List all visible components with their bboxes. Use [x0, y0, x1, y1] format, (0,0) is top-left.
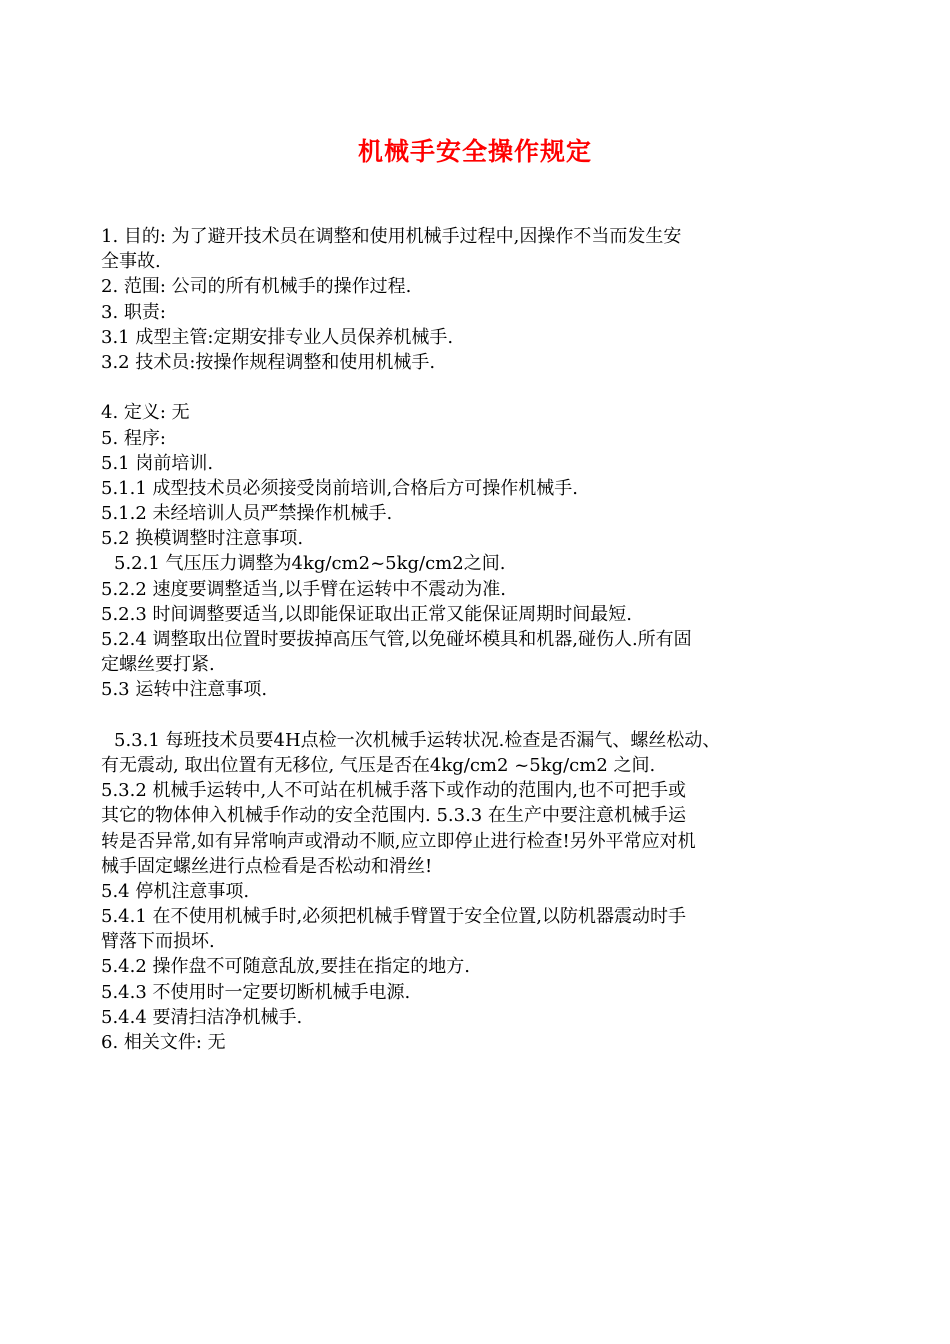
text-line-3-2: 3.2 技术员:按操作规程调整和使用机械手. [101, 351, 436, 373]
text-line-5-4-4: 5.4.4 要清扫洁净机械手. [101, 1006, 303, 1028]
text-line-5-3-3-end: 械手固定螺丝进行点检看是否松动和滑丝! [101, 855, 433, 877]
text-line-purpose-cont: 全事故. [101, 251, 161, 273]
document-body [101, 224, 853, 1055]
text-line-5-2: 5.2 换模调整时注意事项. [101, 528, 304, 550]
text-line-3-1: 3.1 成型主管:定期安排专业人员保养机械手. [101, 326, 454, 348]
text-line-5-3: 5.3 运转中注意事项. [101, 679, 268, 701]
text-line-5-3-2: 5.3.2 机械手运转中,人不可站在机械手落下或作动的范围内,也不可把手或 [101, 780, 686, 802]
text-line-5-3-1: 5.3.1 每班技术员要4H点检一次机械手运转状况.检查是否漏气、螺丝松动、 [114, 729, 721, 751]
blank-line [101, 703, 853, 728]
text-line-5-4-1: 5.4.1 在不使用机械手时,必须把机械手臂置于安全位置,以防机器震动时手 [101, 906, 686, 928]
text-line-purpose: 1. 目的: 为了避开技术员在调整和使用机械手过程中,因操作不当而发生安 [101, 226, 682, 247]
text-line-5-1-1: 5.1.1 成型技术员必须接受岗前培训,合格后方可操作机械手. [101, 477, 578, 499]
text-line-5-2-2: 5.2.2 速度要调整适当,以手臂在运转中不震动为准. [101, 578, 506, 600]
text-line-related-docs: 6. 相关文件: 无 [101, 1032, 226, 1053]
text-line-5-2-4: 5.2.4 调整取出位置时要拔掉高压气管,以免碰坏模具和机器,碰伤人.所有固 [101, 629, 692, 650]
text-line-5-4-2: 5.4.2 操作盘不可随意乱放,要挂在指定的地方. [101, 956, 470, 978]
text-line-responsibility: 3. 职责: [101, 301, 166, 323]
text-line-5-2-3: 5.2.3 时间调整要适当,以即能保证取出正常又能保证周期时间最短. [101, 603, 632, 625]
document-title: 机械手安全操作规定 [357, 137, 592, 166]
text-line-5-1: 5.1 岗前培训. [101, 452, 214, 474]
text-line-5-4: 5.4 停机注意事项. [101, 880, 250, 902]
text-line-5-3-1-cont: 有无震动, 取出位置有无移位, 气压是否在4kg/cm2 ~5kg/cm2 之间. [101, 754, 656, 776]
text-line-5-3-3-cont: 转是否异常,如有异常响声或滑动不顺,应立即停止进行检查!另外平常应对机 [101, 830, 696, 852]
text-line-5-3-2-cont: 其它的物体伸入机械手作动的安全范围内. 5.3.3 在生产中要注意机械手运 [101, 805, 686, 827]
text-line-definition: 4. 定义: 无 [101, 402, 190, 424]
text-line-5-2-4-cont: 定螺丝要打紧. [101, 654, 215, 676]
text-line-5-4-1-cont: 臂落下而损坏. [101, 931, 215, 953]
text-line-5-4-3: 5.4.3 不使用时一定要切断机械手电源. [101, 981, 411, 1003]
text-line-procedure: 5. 程序: [101, 427, 166, 449]
text-line-scope: 2. 范围: 公司的所有机械手的操作过程. [101, 276, 412, 298]
blank-line [101, 375, 853, 400]
text-line-5-2-1: 5.2.1 气压压力调整为4kg/cm2~5kg/cm2之间. [114, 553, 506, 575]
text-line-5-1-2: 5.1.2 未经培训人员严禁操作机械手. [101, 503, 393, 525]
